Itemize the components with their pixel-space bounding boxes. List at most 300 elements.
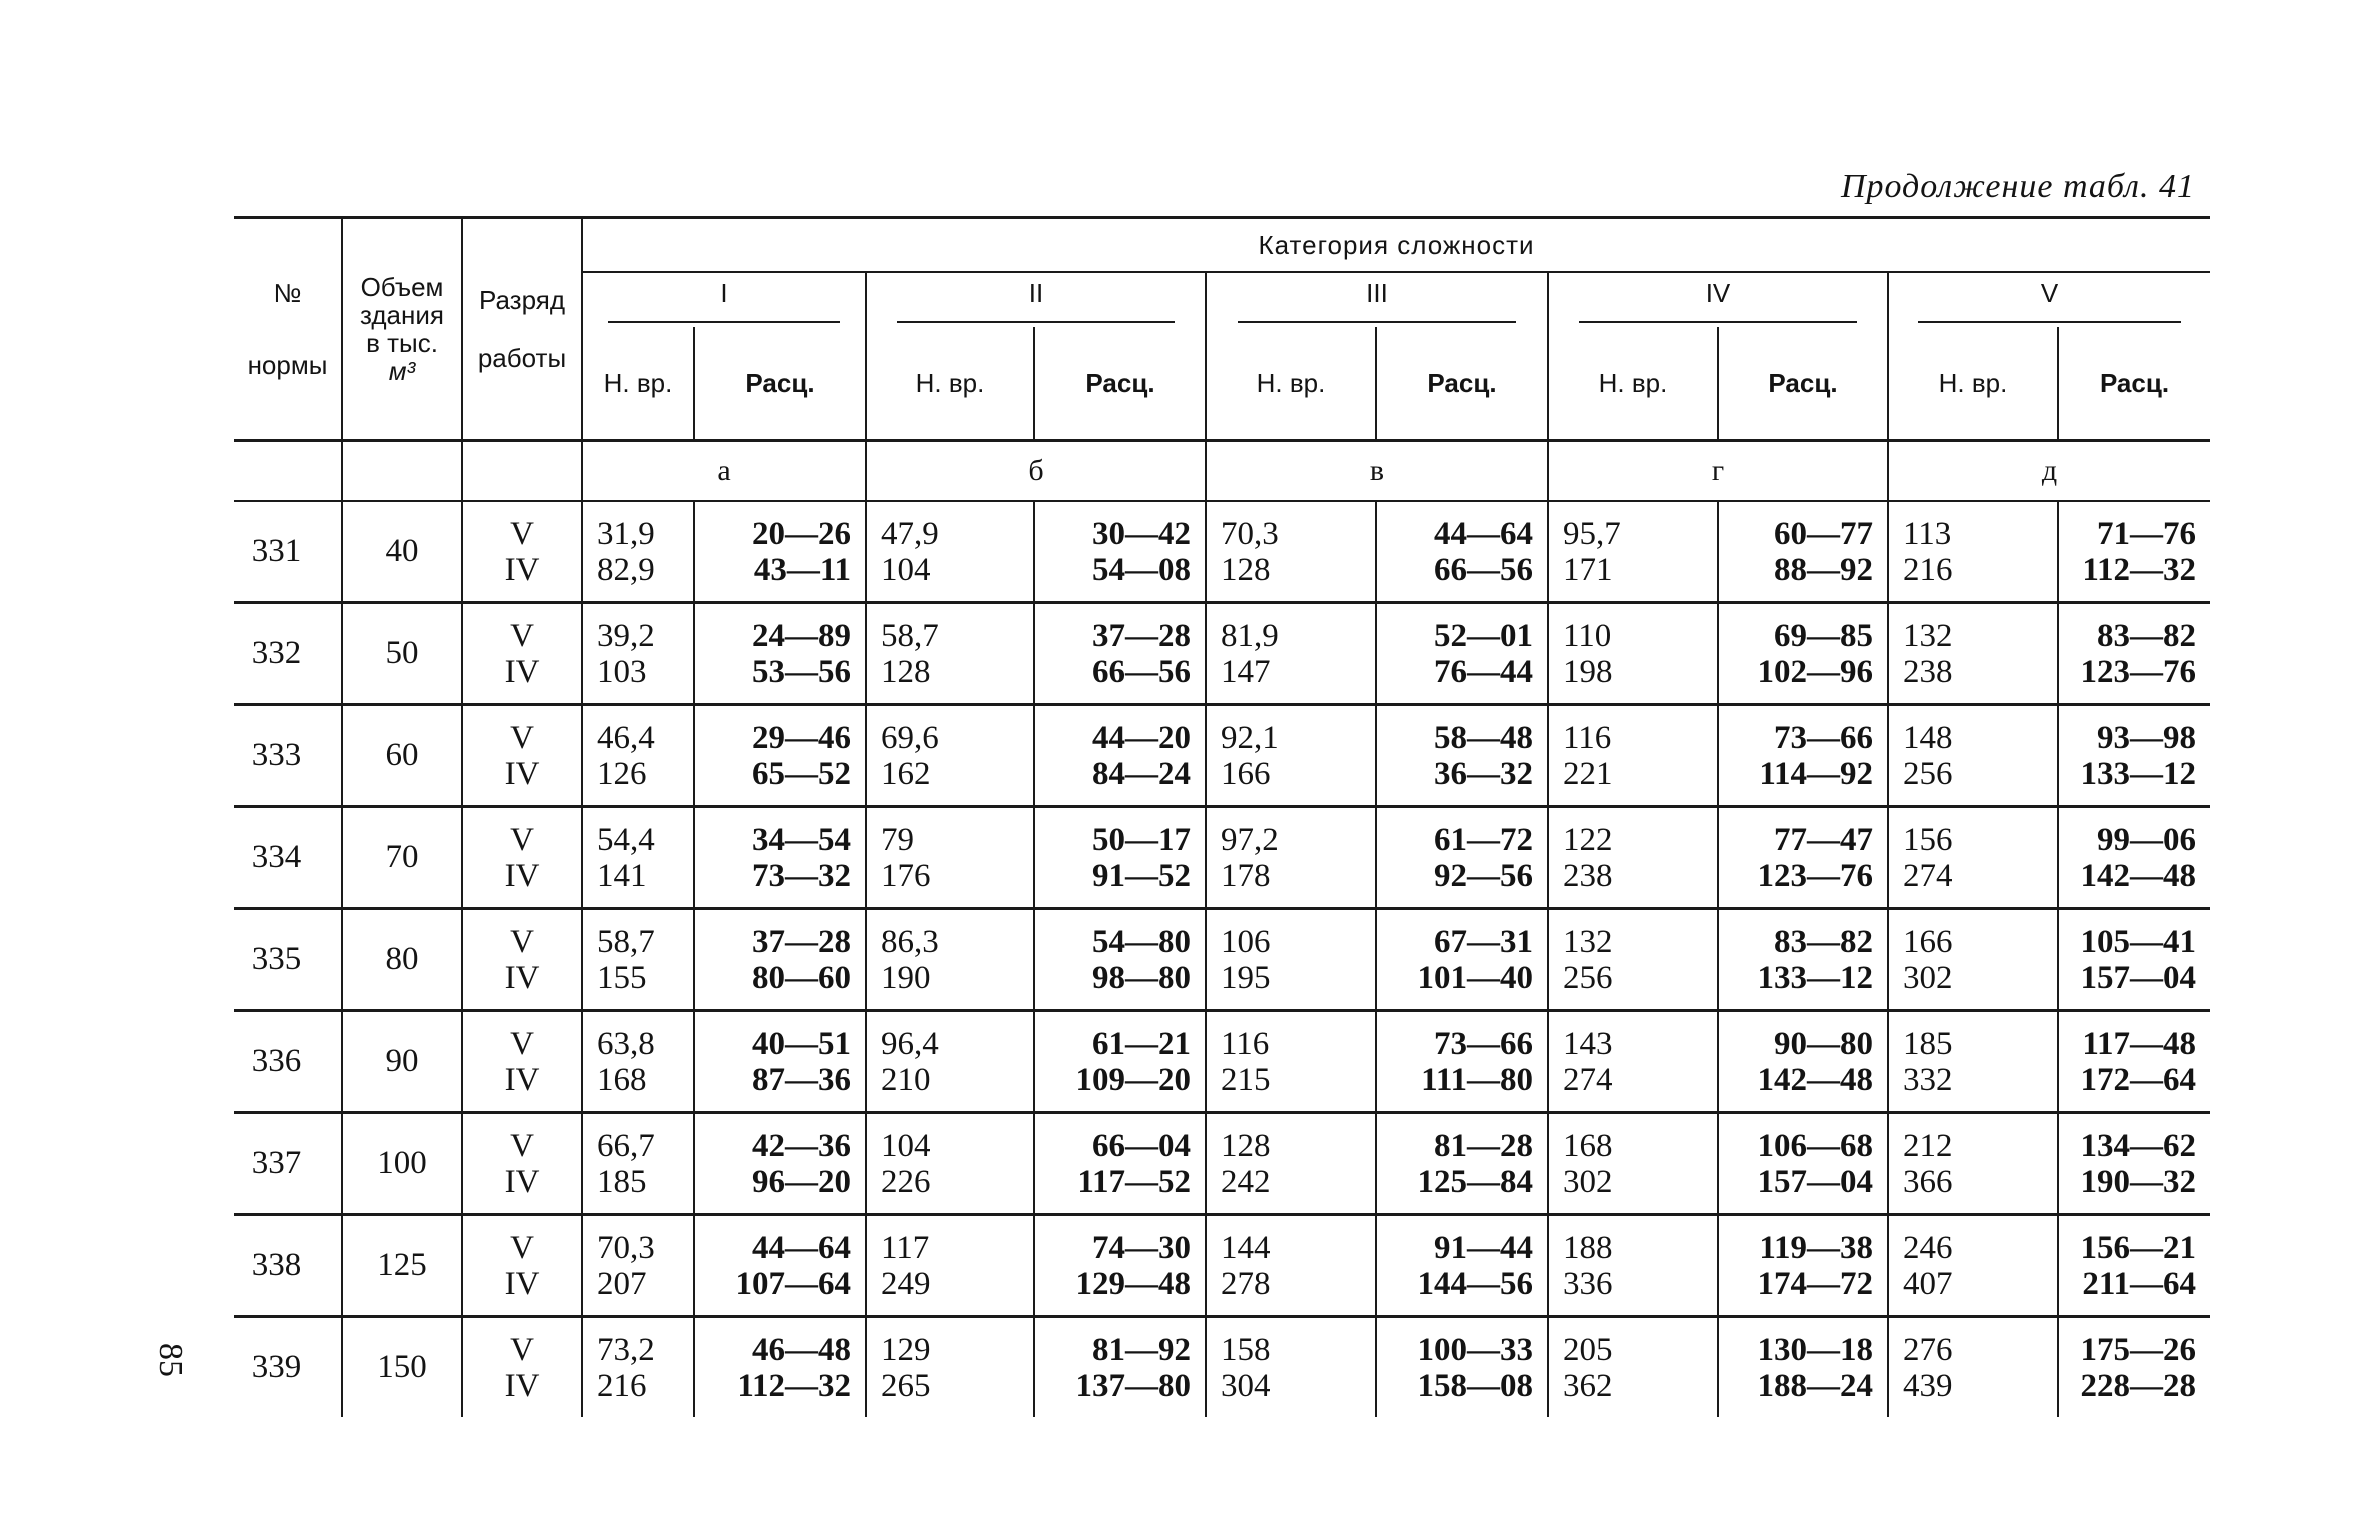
time-norm-value: 265	[881, 1367, 931, 1404]
time-norm-value: 185	[1903, 1025, 1953, 1062]
rate-cell	[2058, 603, 2210, 705]
rate-value: 73—66	[1774, 719, 1873, 756]
norm-number: 334	[234, 807, 342, 909]
time-norm-cell	[1888, 501, 2058, 603]
building-volume: 50	[342, 603, 462, 705]
rate-value: 125—84	[1417, 1163, 1533, 1200]
time-norm-cell	[1206, 1215, 1376, 1317]
time-norm-value: 104	[881, 1127, 931, 1164]
header-nvr: Н. вр.	[1548, 327, 1718, 441]
rate-value: 73—32	[752, 857, 851, 894]
rate-value: 98—80	[1092, 959, 1191, 996]
time-norm-value: 69,6	[881, 719, 939, 756]
time-norm-cell	[866, 501, 1034, 603]
time-norm-value: 274	[1903, 857, 1953, 894]
time-norm-cell	[1888, 909, 2058, 1011]
rate-value: 101—40	[1417, 959, 1533, 996]
time-norm-value: 103	[597, 653, 647, 690]
time-norm-cell	[1548, 1113, 1718, 1215]
header-rasc: Расц.	[2058, 327, 2210, 441]
time-norm-value: 226	[881, 1163, 931, 1200]
rate-value: 114—92	[1759, 755, 1873, 792]
time-norm-cell	[582, 1113, 694, 1215]
grade-value: V	[510, 923, 534, 960]
time-norm-cell	[866, 1113, 1034, 1215]
time-norm-cell	[582, 909, 694, 1011]
time-norm-value: 185	[597, 1163, 647, 1200]
rate-cell	[1376, 501, 1548, 603]
time-norm-value: 171	[1563, 551, 1613, 588]
time-norm-cell	[1206, 1113, 1376, 1215]
time-norm-value: 302	[1903, 959, 1953, 996]
time-norm-value: 246	[1903, 1229, 1953, 1266]
rate-value: 40—51	[752, 1025, 851, 1062]
time-norm-value: 116	[1221, 1025, 1270, 1062]
rate-value: 137—80	[1075, 1367, 1191, 1404]
time-norm-value: 63,8	[597, 1025, 655, 1062]
norm-number: 331	[234, 501, 342, 603]
rate-cell	[694, 1215, 866, 1317]
building-volume: 40	[342, 501, 462, 603]
time-norm-value: 238	[1903, 653, 1953, 690]
header-nvr: Н. вр.	[582, 327, 694, 441]
letter-spacer	[342, 441, 462, 502]
rate-value: 175—26	[2080, 1331, 2197, 1368]
time-norm-value: 70,3	[1221, 515, 1279, 552]
rate-cell	[1376, 807, 1548, 909]
rate-cell	[1718, 1113, 1888, 1215]
table-row	[234, 1215, 2210, 1317]
time-norm-value: 302	[1563, 1163, 1613, 1200]
rate-value: 111—80	[1421, 1061, 1533, 1098]
time-norm-value: 86,3	[881, 923, 939, 960]
column-letter: д	[1888, 441, 2210, 502]
rate-value: 172—64	[2080, 1061, 2197, 1098]
table-row	[234, 1317, 2210, 1418]
rate-value: 133—12	[1757, 959, 1873, 996]
time-norm-value: 256	[1563, 959, 1613, 996]
time-norm-cell	[582, 1011, 694, 1113]
rate-cell	[1034, 1113, 1206, 1215]
rate-value: 42—36	[752, 1127, 851, 1164]
time-norm-value: 81,9	[1221, 617, 1279, 654]
rate-value: 65—52	[752, 755, 851, 792]
rate-cell	[694, 807, 866, 909]
grade-value: IV	[504, 653, 540, 690]
rate-cell	[1376, 603, 1548, 705]
time-norm-value: 31,9	[597, 515, 655, 552]
time-norm-value: 110	[1563, 617, 1612, 654]
grade-value: V	[510, 515, 534, 552]
rate-value: 144—56	[1417, 1265, 1533, 1302]
rate-value: 105—41	[2080, 923, 2197, 960]
time-norm-value: 58,7	[881, 617, 939, 654]
rate-value: 60—77	[1774, 515, 1873, 552]
time-norm-cell	[866, 603, 1034, 705]
rate-cell	[1034, 909, 1206, 1011]
rate-value: 142—48	[1757, 1061, 1873, 1098]
rate-value: 174—72	[1757, 1265, 1873, 1302]
time-norm-value: 168	[1563, 1127, 1613, 1164]
grade-value: IV	[504, 959, 540, 996]
rate-cell	[1718, 1011, 1888, 1113]
time-norm-cell	[1206, 1011, 1376, 1113]
time-norm-cell	[866, 705, 1034, 807]
rate-cell	[2058, 705, 2210, 807]
time-norm-value: 144	[1221, 1229, 1271, 1266]
rate-value: 92—56	[1434, 857, 1533, 894]
rate-value: 52—01	[1434, 617, 1533, 654]
grade-value: V	[510, 1331, 534, 1368]
time-norm-value: 54,4	[597, 821, 655, 858]
grade-value: V	[510, 821, 534, 858]
time-norm-cell	[866, 1317, 1034, 1418]
time-norm-value: 205	[1563, 1331, 1613, 1368]
table-row	[234, 1011, 2210, 1113]
time-norm-value: 216	[1903, 551, 1953, 588]
rate-value: 119—38	[1759, 1229, 1873, 1266]
time-norm-cell	[1548, 705, 1718, 807]
building-volume: 80	[342, 909, 462, 1011]
time-norm-value: 148	[1903, 719, 1953, 756]
rate-value: 88—92	[1774, 551, 1873, 588]
rate-value: 81—92	[1092, 1331, 1191, 1368]
time-norm-cell	[1548, 909, 1718, 1011]
header-level-4: IV	[1548, 272, 1888, 327]
time-norm-value: 221	[1563, 755, 1613, 792]
table-row	[234, 807, 2210, 909]
rate-value: 54—08	[1092, 551, 1191, 588]
rate-value: 190—32	[2080, 1163, 2197, 1200]
rate-value: 91—52	[1092, 857, 1191, 894]
time-norm-value: 168	[597, 1061, 647, 1098]
rate-value: 67—31	[1434, 923, 1533, 960]
rate-value: 129—48	[1075, 1265, 1191, 1302]
rate-value: 58—48	[1434, 719, 1533, 756]
norm-number: 336	[234, 1011, 342, 1113]
time-norm-cell	[582, 705, 694, 807]
rate-value: 50—17	[1092, 821, 1191, 858]
work-grade	[462, 1113, 582, 1215]
rate-value: 77—47	[1774, 821, 1873, 858]
time-norm-cell	[1206, 501, 1376, 603]
rate-value: 130—18	[1757, 1331, 1873, 1368]
time-norm-value: 122	[1563, 821, 1613, 858]
rate-value: 53—56	[752, 653, 851, 690]
work-grade	[462, 501, 582, 603]
time-norm-value: 132	[1563, 923, 1613, 960]
rate-value: 112—32	[2082, 551, 2197, 588]
time-norm-value: 82,9	[597, 551, 655, 588]
rate-cell	[2058, 1215, 2210, 1317]
rate-cell	[1376, 1317, 1548, 1418]
rate-cell	[1034, 501, 1206, 603]
time-norm-cell	[1548, 1317, 1718, 1418]
time-norm-cell	[1206, 603, 1376, 705]
header-level-3: III	[1206, 272, 1548, 327]
rate-value: 37—28	[1092, 617, 1191, 654]
rate-value: 96—20	[752, 1163, 851, 1200]
time-norm-value: 212	[1903, 1127, 1953, 1164]
time-norm-cell	[1888, 603, 2058, 705]
time-norm-value: 143	[1563, 1025, 1613, 1062]
rate-value: 29—46	[752, 719, 851, 756]
header-level-1: I	[582, 272, 866, 327]
time-norm-cell	[582, 603, 694, 705]
time-norm-value: 439	[1903, 1367, 1953, 1404]
time-norm-value: 39,2	[597, 617, 655, 654]
rate-cell	[1718, 1215, 1888, 1317]
time-norm-value: 190	[881, 959, 931, 996]
building-volume: 70	[342, 807, 462, 909]
rate-value: 228—28	[2080, 1367, 2197, 1404]
rate-cell	[694, 603, 866, 705]
time-norm-cell	[1206, 807, 1376, 909]
time-norm-value: 215	[1221, 1061, 1271, 1098]
rate-value: 99—06	[2097, 821, 2197, 858]
header-volume: Объем здания в тыс. м³	[342, 218, 462, 441]
rate-value: 66—04	[1092, 1127, 1191, 1164]
time-norm-value: 116	[1563, 719, 1612, 756]
rate-value: 100—33	[1417, 1331, 1533, 1368]
rate-value: 30—42	[1092, 515, 1191, 552]
table-row	[234, 603, 2210, 705]
time-norm-cell	[1888, 1113, 2058, 1215]
time-norm-value: 147	[1221, 653, 1271, 690]
rate-cell	[1718, 705, 1888, 807]
table-caption: Продолжение табл. 41	[1840, 168, 2195, 205]
norm-number: 339	[234, 1317, 342, 1418]
rate-value: 107—64	[735, 1265, 851, 1302]
time-norm-value: 304	[1221, 1367, 1271, 1404]
rate-value: 87—36	[752, 1061, 851, 1098]
rate-value: 61—72	[1434, 821, 1533, 858]
building-volume: 125	[342, 1215, 462, 1317]
rate-value: 81—28	[1434, 1127, 1533, 1164]
rate-cell	[2058, 1011, 2210, 1113]
rate-value: 117—52	[1077, 1163, 1191, 1200]
work-grade	[462, 807, 582, 909]
rate-value: 46—48	[752, 1331, 851, 1368]
time-norm-value: 278	[1221, 1265, 1271, 1302]
time-norm-cell	[1206, 1317, 1376, 1418]
rate-value: 91—44	[1434, 1229, 1533, 1266]
time-norm-value: 366	[1903, 1163, 1953, 1200]
time-norm-value: 70,3	[597, 1229, 655, 1266]
rate-value: 142—48	[2080, 857, 2197, 894]
time-norm-value: 128	[1221, 1127, 1271, 1164]
time-norm-value: 92,1	[1221, 719, 1279, 756]
rate-value: 69—85	[1774, 617, 1873, 654]
rate-value: 123—76	[1757, 857, 1873, 894]
grade-value: IV	[504, 857, 540, 894]
header-nvr: Н. вр.	[1206, 327, 1376, 441]
time-norm-value: 166	[1221, 755, 1271, 792]
time-norm-value: 141	[597, 857, 647, 894]
time-norm-value: 274	[1563, 1061, 1613, 1098]
time-norm-cell	[582, 501, 694, 603]
grade-value: IV	[504, 1265, 540, 1302]
header-nvr: Н. вр.	[1888, 327, 2058, 441]
time-norm-value: 106	[1221, 923, 1271, 960]
grade-value: IV	[504, 755, 540, 792]
column-letter: в	[1206, 441, 1548, 502]
rate-value: 106—68	[1757, 1127, 1873, 1164]
time-norm-value: 207	[597, 1265, 647, 1302]
rate-value: 157—04	[1757, 1163, 1873, 1200]
rate-value: 84—24	[1092, 755, 1191, 792]
rate-value: 211—64	[2082, 1265, 2197, 1302]
rate-value: 61—21	[1092, 1025, 1191, 1062]
rate-cell	[1034, 705, 1206, 807]
rate-cell	[1034, 1317, 1206, 1418]
time-norm-value: 238	[1563, 857, 1613, 894]
rate-cell	[1376, 1113, 1548, 1215]
rate-value: 90—80	[1774, 1025, 1873, 1062]
time-norm-value: 155	[597, 959, 647, 996]
time-norm-cell	[866, 909, 1034, 1011]
grade-value: V	[510, 1127, 534, 1164]
time-norm-value: 276	[1903, 1331, 1953, 1368]
table-row	[234, 909, 2210, 1011]
time-norm-value: 178	[1221, 857, 1271, 894]
rate-value: 71—76	[2097, 515, 2197, 552]
time-norm-value: 97,2	[1221, 821, 1279, 858]
time-norm-value: 198	[1563, 653, 1613, 690]
building-volume: 60	[342, 705, 462, 807]
time-norm-cell	[1888, 1215, 2058, 1317]
time-norm-value: 58,7	[597, 923, 655, 960]
time-norm-value: 176	[881, 857, 931, 894]
time-norm-value: 216	[597, 1367, 647, 1404]
norm-number: 338	[234, 1215, 342, 1317]
header-level-2: II	[866, 272, 1206, 327]
rate-cell	[1376, 1215, 1548, 1317]
rate-cell	[2058, 1113, 2210, 1215]
time-norm-value: 407	[1903, 1265, 1953, 1302]
grade-value: V	[510, 1229, 534, 1266]
time-norm-value: 126	[597, 755, 647, 792]
rate-cell	[1376, 705, 1548, 807]
time-norm-cell	[582, 807, 694, 909]
rate-cell	[2058, 501, 2210, 603]
norm-number: 332	[234, 603, 342, 705]
table-row	[234, 501, 2210, 603]
rate-value: 117—48	[2082, 1025, 2197, 1062]
time-norm-cell	[866, 1215, 1034, 1317]
rate-cell	[1718, 501, 1888, 603]
header-norm-no: № нормы	[234, 218, 342, 441]
rate-value: 66—56	[1092, 653, 1191, 690]
rate-value: 157—04	[2080, 959, 2197, 996]
rate-value: 44—64	[752, 1229, 851, 1266]
grade-value: IV	[504, 1367, 540, 1404]
building-volume: 150	[342, 1317, 462, 1418]
rate-value: 74—30	[1092, 1229, 1191, 1266]
work-grade	[462, 909, 582, 1011]
time-norm-cell	[1888, 1317, 2058, 1418]
time-norm-value: 166	[1903, 923, 1953, 960]
rate-value: 83—82	[1774, 923, 1873, 960]
building-volume: 90	[342, 1011, 462, 1113]
header-rasc: Расц.	[694, 327, 866, 441]
time-norm-cell	[866, 1011, 1034, 1113]
time-norm-value: 66,7	[597, 1127, 655, 1164]
header-rasc: Расц.	[1718, 327, 1888, 441]
time-norm-cell	[582, 1215, 694, 1317]
rate-cell	[694, 1113, 866, 1215]
grade-value: V	[510, 719, 534, 756]
time-norm-value: 73,2	[597, 1331, 655, 1368]
rate-value: 93—98	[2097, 719, 2197, 756]
rate-value: 73—66	[1434, 1025, 1533, 1062]
letter-spacer	[234, 441, 342, 502]
time-norm-cell	[1548, 1215, 1718, 1317]
letter-spacer	[462, 441, 582, 502]
time-norm-value: 95,7	[1563, 515, 1621, 552]
time-norm-value: 362	[1563, 1367, 1613, 1404]
header-grade: Разряд работы	[462, 218, 582, 441]
time-norm-value: 249	[881, 1265, 931, 1302]
time-norm-value: 113	[1903, 515, 1952, 552]
time-norm-cell	[1888, 705, 2058, 807]
rate-value: 109—20	[1075, 1061, 1191, 1098]
rate-value: 43—11	[753, 551, 851, 588]
rate-value: 188—24	[1757, 1367, 1873, 1404]
time-norm-value: 195	[1221, 959, 1271, 996]
time-norm-cell	[866, 807, 1034, 909]
rate-value: 134—62	[2080, 1127, 2197, 1164]
norms-table	[234, 216, 2210, 1417]
header-rasc: Расц.	[1376, 327, 1548, 441]
time-norm-value: 132	[1903, 617, 1953, 654]
rate-value: 76—44	[1434, 653, 1533, 690]
header-category: Категория сложности	[582, 218, 2210, 273]
rate-value: 112—32	[737, 1367, 851, 1404]
column-letter: а	[582, 441, 866, 502]
grade-value: IV	[504, 1061, 540, 1098]
rate-cell	[694, 501, 866, 603]
rate-value: 123—76	[2080, 653, 2197, 690]
time-norm-cell	[1548, 603, 1718, 705]
norm-number: 335	[234, 909, 342, 1011]
rate-cell	[1718, 909, 1888, 1011]
rate-cell	[694, 1011, 866, 1113]
grade-value: IV	[504, 1163, 540, 1200]
rate-value: 37—28	[752, 923, 851, 960]
time-norm-value: 117	[881, 1229, 930, 1266]
rate-value: 44—64	[1434, 515, 1533, 552]
rate-value: 83—82	[2097, 617, 2197, 654]
page-number: 85	[152, 1343, 189, 1377]
rate-cell	[1034, 1011, 1206, 1113]
column-letter: б	[866, 441, 1206, 502]
time-norm-cell	[1888, 807, 2058, 909]
column-letter: г	[1548, 441, 1888, 502]
time-norm-value: 129	[881, 1331, 931, 1368]
rate-cell	[694, 1317, 866, 1418]
time-norm-cell	[1206, 705, 1376, 807]
rate-value: 66—56	[1434, 551, 1533, 588]
time-norm-value: 158	[1221, 1331, 1271, 1368]
rate-cell	[694, 705, 866, 807]
rate-value: 102—96	[1757, 653, 1873, 690]
time-norm-value: 104	[881, 551, 931, 588]
table-row	[234, 1113, 2210, 1215]
header-level-5: V	[1888, 272, 2210, 327]
rate-value: 36—32	[1434, 755, 1533, 792]
grade-value: V	[510, 1025, 534, 1062]
